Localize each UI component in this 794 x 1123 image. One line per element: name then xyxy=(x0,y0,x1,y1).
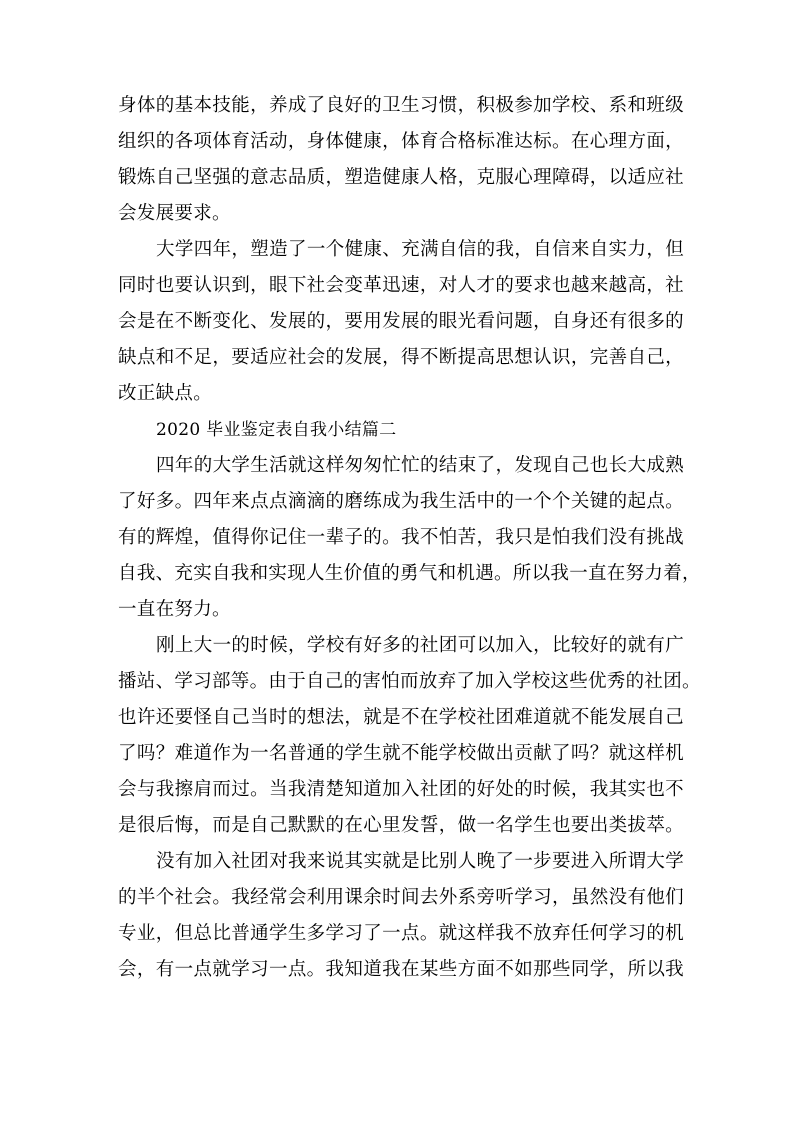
text-line: 会与我擦肩而过。当我清楚知道加入社团的好处的时候，我其实也不 xyxy=(118,779,684,800)
text-line: 改正缺点。 xyxy=(118,383,213,404)
text-line: 自我、充实自我和实现人生价值的勇气和机遇。所以我一直在努力着， xyxy=(118,563,701,584)
text-line: 会是在不断变化、发展的，要用发展的眼光看问题，自身还有很多的 xyxy=(118,311,684,332)
text-line: 了好多。四年来点点滴滴的磨练成为我生活中的一个个关键的起点。 xyxy=(118,491,684,512)
text-line: 了吗？难道作为一名普通的学生就不能学校做出贡献了吗？就这样机 xyxy=(118,743,684,764)
paragraph-start-line: 没有加入社团对我来说其实就是比别人晚了一步要进入所谓大学 xyxy=(156,851,684,872)
text-line: 播站、学习部等。由于自己的害怕而放弃了加入学校这些优秀的社团。 xyxy=(118,671,701,692)
text-line: 会，有一点就学习一点。我知道我在某些方面不如那些同学，所以我 xyxy=(118,959,684,980)
text-line: 是很后悔，而是自己默默的在心里发誓，做一名学生也要出类拔萃。 xyxy=(118,815,684,836)
body-text xyxy=(118,88,701,988)
text-line: 身体的基本技能，养成了良好的卫生习惯，积极参加学校、系和班级 xyxy=(118,95,684,116)
paragraph-start-line: 大学四年，塑造了一个健康、充满自信的我，自信来自实力，但 xyxy=(156,239,684,260)
text-line: 专业，但总比普通学生多学习了一点。就这样我不放弃任何学习的机 xyxy=(118,923,684,944)
text-line: 的半个社会。我经常会利用课余时间去外系旁听学习，虽然没有他们 xyxy=(118,887,684,908)
paragraph-start-line: 四年的大学生活就这样匆匆忙忙的结束了，发现自己也长大成熟 xyxy=(156,455,684,476)
paragraph-start-line: 刚上大一的时候，学校有好多的社团可以加入，比较好的就有广 xyxy=(156,635,684,656)
text-line: 会发展要求。 xyxy=(118,203,231,224)
text-line: 锻炼自己坚强的意志品质，塑造健康人格，克服心理障碍，以适应社 xyxy=(118,167,684,188)
text-line: 缺点和不足，要适应社会的发展，得不断提高思想认识，完善自己， xyxy=(118,347,684,368)
text-line: 同时也要认识到，眼下社会变革迅速，对人才的要求也越来越高，社 xyxy=(118,275,684,296)
text-line: 一直在努力。 xyxy=(118,599,231,620)
text-line: 有的辉煌，值得你记住一辈子的。我不怕苦，我只是怕我们没有挑战 xyxy=(118,527,684,548)
text-line: 组织的各项体育活动，身体健康，体育合格标准达标。在心理方面， xyxy=(118,131,684,152)
section-heading: 2020 毕业鉴定表自我小结篇二 xyxy=(156,420,397,440)
text-line: 也许还要怪自己当时的想法，就是不在学校社团难道就不能发展自己 xyxy=(118,707,684,728)
